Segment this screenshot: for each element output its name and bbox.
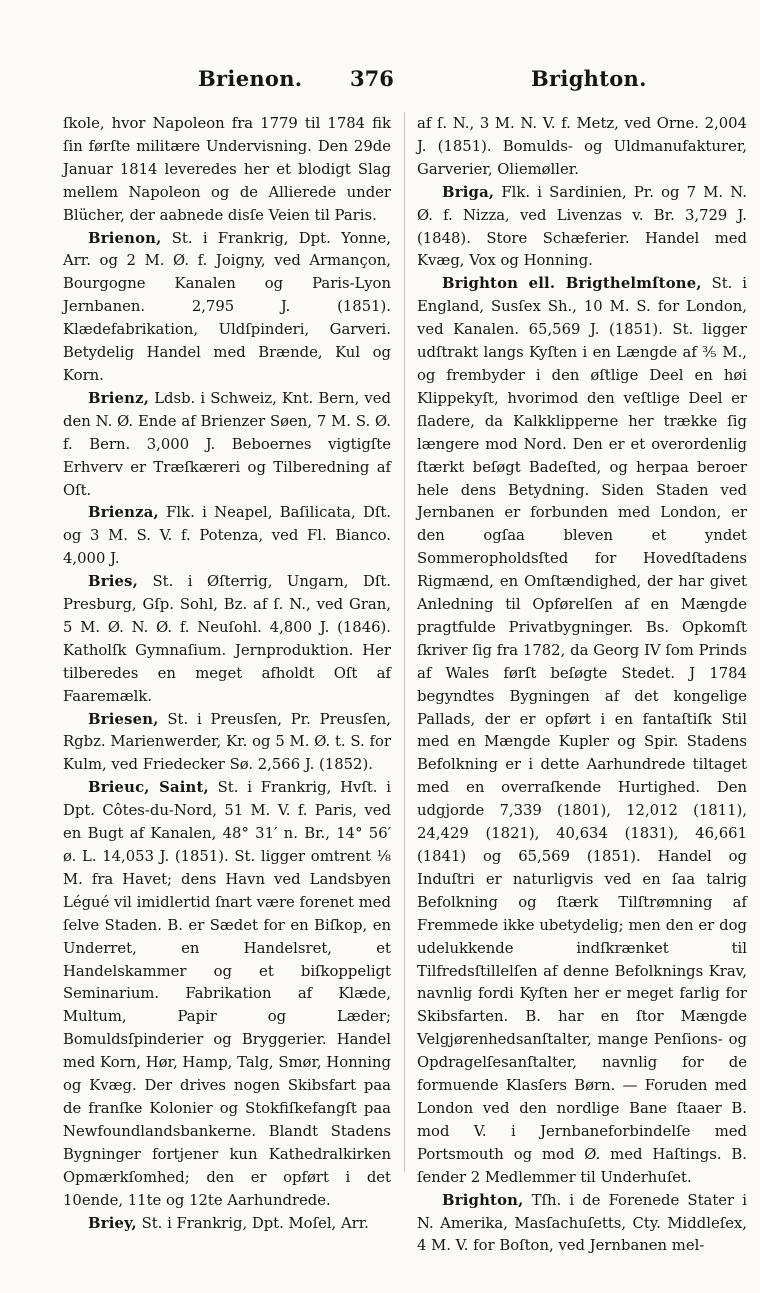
entry-text: St. i Frankrig, Dpt. Moſel, Arr.: [136, 1214, 369, 1232]
entry-headword: Brienz,: [88, 389, 150, 407]
left-column: [63, 113, 391, 1235]
left-headword: Brienon.: [198, 66, 303, 91]
entry-brienz: [63, 388, 391, 503]
entry-headword: Brienon,: [88, 229, 162, 247]
entry-briesen: [63, 709, 391, 778]
entry-text: St. i England, Susſex Sh., 10 M. S. for London, ved Kanalen. 65,569 J. (1851). St. ligger udſtrakt langs Kyſten i en Længde af ⅗ M., og frembyder i den øſtlige Deel en høi Klippekyſt, hvorimod den veſtlige Deel er ſladere, da Kalkklipperne her trække ſig længere mod Nord. Den er et overordenlig ſtærkt beſøgt Badeſted, og herpaa beroer hele dens Betydning. Siden Staden ved Jernbanen er forbunden med London, er den ogſaa bleven et yndet Sommeropholdsſted for Hovedſtadens Rigmænd, en Omſtændighed, der har givet Anledning til Opførelſen af en Mængde pragtfulde Privatbygninger. Bs. Opkomſt ſkriver ſig fra 1782, da Georg IV ſom Prinds af Wales førſt beſøgte Stedet. J 1784 begyndtes Bygningen af det kongelige Pallads, der er opført i en fantaſtiſk Stil med en Mængde Kupler og Spir. Stadens Befolkning er i dette Aarhundrede tiltaget med en overraſkende Hurtighed. Den udgjorde 7,339 (1801), 12,012 (1811), 24,429 (1821), 40,634 (1831), 46,661 (1841) og 65,569 (1851). Handel og Induſtri er naturligvis ved en ſaa talrig Befolkning og ſtærk Tilſtrømning af Fremmede ikke ubetydelig; men den er dog udelukkende indſkrænket til Tilfredsſtillelſen af denne Befolknings Krav, navnlig fordi Kyſten her er meget farlig for Skibsfarten. B. har en ſtor Mængde Velgjørenhedsanſtalter, mange Penſions- og Opdragelſesanſtalter, navnlig for de formuende Klasſers Børn. — Foruden med London ved den nordlige Bane ſtaaer B. mod V. i Jernbaneforbindelſe med Portsmouth og mod Ø. med Haſtings. B. ſender 2 Medlemmer til Underhuſet.: [417, 275, 747, 1186]
entry-text: St. i Frankrig, Hvſt. i Dpt. Côtes-du-Nord, 51 M. V. f. Paris, ved en Bugt af Kanalen, 48° 31′ n. Br., 14° 56′ ø. L. 14,053 J. (1851). St. ligger omtrent ⅛ M. fra Havet; dens Havn ved Landsbyen Légué vil imidlertid ſnart være forenet med ſelve Staden. B. er Sædet for en Biſkop, en Underret, en Handelsret, et Handelskammer og et biſkoppeligt Seminarium. Fabrikation af Klæde, Multum, Papir og Læder; Bomuldsſpinderier og Bryggerier. Handel med Korn, Hør, Hamp, Talg, Smør, Honning og Kvæg. Der drives nogen Skibsfart paa de franſke Kolonier og Stokfiſkefangſt paa Newfoundlandsbankerne. Blandt Stadens Bygninger fortjener kun Kathedralkirken Opmærkſomhed; den er opført i det 10ende, 11te og 12te Aarhundrede.: [63, 779, 391, 1209]
entry-headword: Briga,: [442, 183, 495, 201]
entry-continuation: [417, 113, 747, 182]
entry-brighton-england: [417, 273, 747, 1189]
entry-brienon: [63, 228, 391, 388]
entry-text: Tſh. i de Forenede Stater i N. Amerika, Masſachuſetts, Cty. Middleſex, 4 M. V. for Boſton, ved Jernbanen mel-: [417, 1191, 747, 1255]
entry-headword: Bries,: [88, 573, 139, 591]
entry-brieuc-saint: [63, 777, 391, 1212]
right-headword: Brighton.: [531, 66, 647, 91]
entry-headword: Brighton ell. Brigthelmſtone,: [442, 275, 702, 293]
entry-headword: Brighton,: [442, 1191, 524, 1209]
entry-headword: Briey,: [88, 1214, 137, 1232]
entry-briey: [63, 1213, 391, 1236]
entry-continuation: [63, 113, 391, 228]
entry-headword: Briesen,: [88, 710, 159, 728]
entry-text: Flk. i Neapel, Baſilicata, Dſt. og 3 M. S. V. f. Potenza, ved Fl. Bianco. 4,000 J.: [63, 504, 391, 568]
entry-brighton-usa: [417, 1190, 747, 1259]
entry-text: Ldsb. i Schweiz, Knt. Bern, ved den N. Ø. Ende af Brienzer Søen, 7 M. S. Ø. f. Bern. 3,000 J. Beboernes vigtigſte Erhverv er Træſkæreri og Tilberedning af Oſt.: [63, 389, 391, 499]
entry-briga: [417, 182, 747, 274]
entry-text: St. i Frankrig, Dpt. Yonne, Arr. og 2 M. Ø. f. Joigny, ved Armançon, Bourgogne Kanalen og Paris-Lyon Jernbanen. 2,795 J. (1851). Klædefabrikation, Uldſpinderi, Garveri. Betydelig Handel med Brænde, Kul og Korn.: [63, 229, 391, 384]
entry-bries: [63, 571, 391, 708]
entry-text: St. i Preusſen, Pr. Preusſen, Rgbz. Marienwerder, Kr. og 5 M. Ø. t. S. for Kulm, ved Friedecker Sø. 2,566 J. (1852).: [63, 710, 391, 774]
entry-text: St. i Øſterrig, Ungarn, Dſt. Presburg, Gſp. Sohl, Bz. af ſ. N., ved Gran, 5 M. Ø. N. Ø. f. Neuſohl. 4,800 J. (1846). Katholſk Gymnaſium. Jernproduktion. Her tilberedes en meget afholdt Oſt af Faaremælk.: [63, 573, 391, 705]
page-number: 376: [350, 66, 394, 91]
entry-text: Flk. i Sardinien, Pr. og 7 M. N. Ø. f. Nizza, ved Livenzas v. Br. 3,729 J. (1848). Store Schæferier. Handel med Kvæg, Vox og Honning.: [417, 183, 747, 270]
entry-text: af ſ. N., 3 M. N. V. f. Metz, ved Orne. 2,004 J. (1851). Bomulds- og Uldmanufakturer, Garverier, Oliemøller.: [417, 115, 747, 178]
entry-brienza: [63, 502, 391, 571]
entry-headword: Brieuc, Saint,: [88, 779, 209, 797]
running-header: [0, 66, 760, 106]
right-column: [417, 113, 747, 1258]
entry-text: ſkole, hvor Napoleon fra 1779 til 1784 fik ſin førſte militære Undervisning. Den 29de Januar 1814 leveredes her et blodigt Slag mellem Napoleon og de Allierede under Blücher, der aabnede disſe Veien til Paris.: [63, 115, 391, 224]
entry-headword: Brienza,: [88, 504, 159, 522]
column-divider: [404, 112, 405, 1172]
